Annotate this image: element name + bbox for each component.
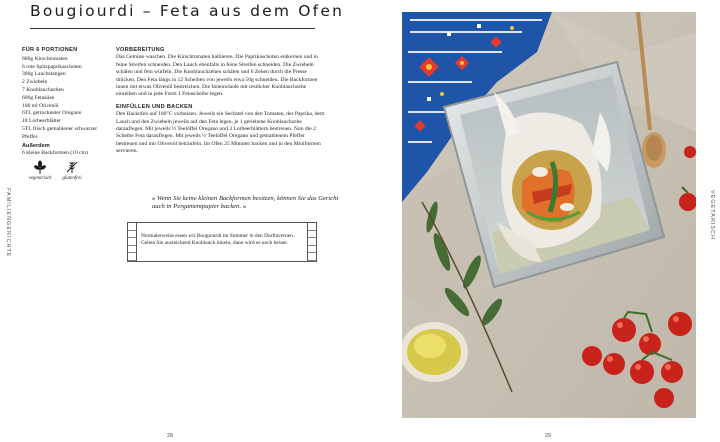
ingredient-item: 18 Lorbeerblätter: [22, 118, 61, 125]
recipe-title: Bougiourdi – Feta aus dem Ofen: [30, 2, 345, 20]
diet-badges: [25, 160, 105, 190]
method-column: [116, 47, 326, 156]
note-rail-left: [128, 223, 137, 261]
side-label-left: [3, 188, 13, 308]
ingredient-item: 6TL getrockneter Oregano: [22, 110, 82, 117]
badge-vegetarian: [25, 160, 55, 181]
ingredient-item: 300g Lauchstangen: [22, 71, 66, 78]
recipe-photo: [402, 12, 696, 418]
extra-item: 6 kleine Backformen (10 cm): [22, 150, 88, 157]
ingredient-item: 600g Fetakäse: [22, 94, 55, 101]
tip-callout: [152, 195, 348, 212]
wheat-icon: [65, 160, 79, 174]
leaf-icon: [33, 160, 47, 174]
ingredient-item: 600g Kirschtomaten: [22, 55, 68, 62]
baking-text: Den Backofen auf 180°C vorheizen. Jeweils ein Sechstel von den Tomaten, der Paprika, dem Lauch und den Zwiebeln jeweils auf den Feta legen, je 1 geriebene Knoblauchzehe darauflegen. Mit jeweils ½ Teelöffel Oregano und 3 Lorbeerblättern bestreuen. Nun die 2. Scheibe Feta darauflegen. Mit jeweils ½ Teelöffel Oregano und gemahlenem Pfeffer bestreuen und mit Olivenöl beträufeln. Im Ofen 25 Minuten backen und in den Miniformen servieren.: [116, 111, 325, 155]
extra-heading: Außerdem: [22, 142, 50, 149]
tip-close-quote: «: [242, 203, 247, 211]
tip-text: Wenn Sie keine kleinen Backformen besitzen, können Sie das Gericht auch in Pergamentpapier backen.: [152, 195, 339, 211]
ingredient-item: 7 Knoblauchzehen: [22, 86, 64, 93]
baking-heading: EINFÜLLEN UND BACKEN: [116, 103, 193, 110]
baked-feta-photo: [402, 12, 696, 418]
ingredient-item: 5TL frisch gemahlener schwarzer Pfeffer: [22, 125, 98, 140]
page-number-left: 28: [167, 433, 174, 439]
badge-glutenfree: [57, 160, 87, 181]
page-number-right: 29: [545, 433, 552, 439]
ingredient-item: 6 rote Spitzpaprikaschoten: [22, 63, 82, 70]
preparation-heading: VORBEREITUNG: [116, 47, 165, 53]
note-text: Normalerweise essen wir Bougiourdi im Sommer in den Dorftavernen. Geben Sie ausreichend Knoblauch hinein, dann wird es noch besser.: [141, 233, 295, 247]
badge-glutenfree-label: glutenfrei: [62, 176, 82, 181]
title-rule: [30, 28, 315, 29]
preparation-text: Das Gemüse waschen. Die Kirschtomaten halbieren. Die Paprikaschoten entkernen und in feine Streifen schneiden. Den Lauch ebenfalls in feine Streifen schneiden. Die Zwiebeln schälen und fein würfeln. Die Knoblauchzehen schälen und 6 Zehen durch die Presse drücken. Den Feta längs in 12 Scheiben von jeweils etwa 50g schneiden. Die Backformen innen mit etwas Olivenöl bestreichen. Die Innenwände mit restlicher Knoblauchzehe einreiben und in jede Form 1 Fetascheibe legen.: [116, 54, 318, 98]
section-label-familiengerichte: FAMILIENGERICHTE: [5, 188, 11, 258]
badge-vegetarian-label: vegetarisch: [28, 176, 52, 181]
section-label-vegetarisch: VEGETARISCH: [709, 190, 715, 241]
note-box: [127, 222, 317, 262]
side-label-right: [707, 190, 717, 310]
ingredient-item: 100 ml Olivenöl: [22, 102, 59, 109]
olive-oil-bowl: [402, 322, 468, 382]
ingredient-item: 2 Zwiebeln: [22, 79, 48, 86]
tip-open-quote: »: [152, 195, 156, 202]
ingredients-column: [22, 47, 112, 158]
note-rail-right: [307, 223, 316, 261]
ingredients-heading: FÜR 6 PORTIONEN: [22, 47, 78, 53]
